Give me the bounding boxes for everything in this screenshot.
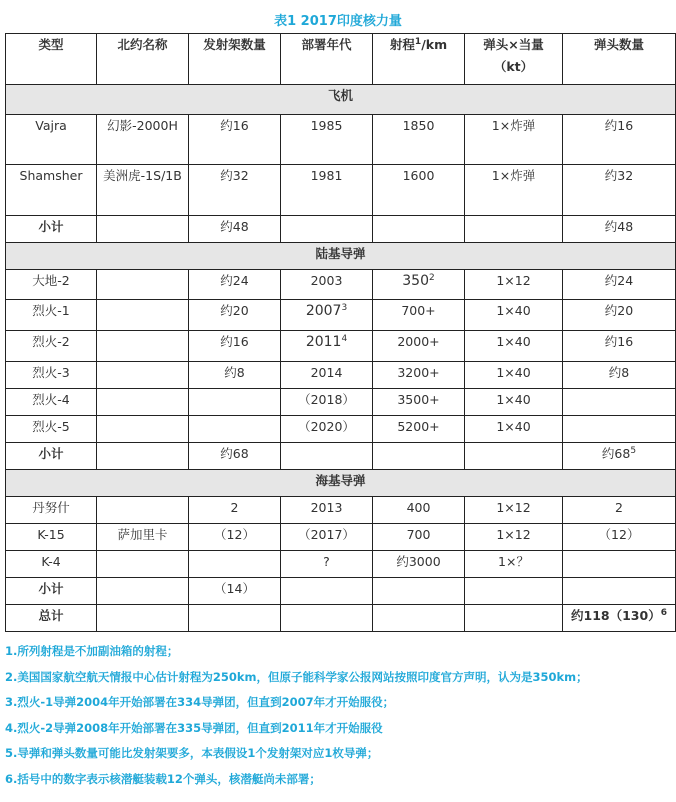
cell-year: （2020）: [281, 416, 373, 443]
cell-range: 5200+: [373, 416, 465, 443]
cell-year: 2003: [281, 270, 373, 300]
table-row: [6, 416, 676, 443]
cell-warheads: （12）: [563, 524, 676, 551]
footnote-5: 5.导弹和弹头数量可能比发射架要多，本表假设1个发射架对应1枚导弹；: [5, 746, 379, 760]
section-row-aircraft: [6, 85, 676, 115]
section-aircraft: 飞机: [6, 85, 676, 115]
header-yield: 弹头×当量（kt）: [465, 34, 563, 85]
cell-year: 2014: [281, 362, 373, 389]
cell-year: [281, 331, 373, 362]
cell-launchers: 约16: [189, 331, 281, 362]
cell-empty: [281, 216, 373, 243]
cell-warheads: 约16: [563, 331, 676, 362]
cell-yield: 1×12: [465, 524, 563, 551]
header-launchers: 发射架数量: [189, 34, 281, 85]
cell-type: K-15: [6, 524, 97, 551]
table-row: [6, 497, 676, 524]
header-type: 类型: [6, 34, 97, 85]
section-land-missiles: 陆基导弹: [6, 243, 676, 270]
footnotes: [5, 640, 673, 793]
cell-empty: [373, 578, 465, 605]
footnote-1: 1.所列射程是不加副油箱的射程；: [5, 644, 179, 658]
cell-launchers: 约24: [189, 270, 281, 300]
cell-nato: [97, 389, 189, 416]
footnote-4: 4.烈火-2导弹2008年开始部署在335导弹团，但直到2011年才开始服役: [5, 720, 383, 735]
table-row: [6, 270, 676, 300]
cell-type: 大地-2: [6, 270, 97, 300]
table-row: [6, 389, 676, 416]
table-title: 表1 2017印度核力量: [274, 14, 402, 29]
cell-year: [281, 300, 373, 331]
table-row: [6, 115, 676, 165]
cell-yield: 1×炸弹: [465, 165, 563, 216]
cell-yield: 1×炸弹: [465, 115, 563, 165]
subtotal-row-sea: [6, 578, 676, 605]
cell-empty: [563, 578, 676, 605]
cell-nato: 美洲虎-1S/1B: [97, 165, 189, 216]
cell-launchers: [189, 389, 281, 416]
cell-range: 400: [373, 497, 465, 524]
cell-launchers: 约16: [189, 115, 281, 165]
cell-nato: 萨加里卡: [97, 524, 189, 551]
cell-yield: 1×40: [465, 416, 563, 443]
cell-type: 丹努什: [6, 497, 97, 524]
cell-empty: [373, 605, 465, 632]
cell-yield: 1×40: [465, 389, 563, 416]
cell-year: 1985: [281, 115, 373, 165]
cell-empty: [465, 216, 563, 243]
cell-year-value: 2007: [305, 303, 342, 319]
cell-range: [373, 270, 465, 300]
cell-year-value: 2011: [305, 334, 342, 350]
cell-nato: [97, 551, 189, 578]
footnote-6: 6.括号中的数字表示核潜艇装载12个弹头，核潜艇尚未部署；: [5, 771, 321, 786]
total-label: 总计: [6, 605, 97, 632]
cell-range: 3200+: [373, 362, 465, 389]
subtotal-launchers: （14）: [189, 578, 281, 605]
cell-yield: 1×40: [465, 362, 563, 389]
total-footnote: 6: [660, 607, 667, 618]
nuclear-forces-table: [5, 33, 676, 632]
cell-empty: [373, 216, 465, 243]
cell-yield: 1×12: [465, 270, 563, 300]
cell-warheads: [563, 389, 676, 416]
subtotal-warheads: [563, 443, 676, 470]
cell-nato: [97, 497, 189, 524]
subtotal-label: 小计: [6, 443, 97, 470]
cell-empty: [281, 578, 373, 605]
header-row: [6, 34, 676, 85]
cell-nato: 幻影-2000H: [97, 115, 189, 165]
cell-launchers: 约20: [189, 300, 281, 331]
cell-range: 700: [373, 524, 465, 551]
cell-launchers: [189, 551, 281, 578]
year-footnote: 4: [341, 333, 348, 344]
cell-warheads: 2: [563, 497, 676, 524]
cell-range: 约3000: [373, 551, 465, 578]
header-range-unit: /km: [421, 37, 448, 52]
cell-year: 2013: [281, 497, 373, 524]
cell-yield: 1×40: [465, 331, 563, 362]
cell-yield: 1×40: [465, 300, 563, 331]
cell-empty: [97, 216, 189, 243]
cell-year: ?: [281, 551, 373, 578]
section-row-land: [6, 243, 676, 270]
cell-warheads: 约8: [563, 362, 676, 389]
cell-type: 烈火-5: [6, 416, 97, 443]
cell-warheads: [563, 551, 676, 578]
cell-yield: 1×12: [465, 497, 563, 524]
cell-range: 700+: [373, 300, 465, 331]
cell-year: 1981: [281, 165, 373, 216]
header-range-label: 射程: [389, 37, 415, 52]
year-footnote: 3: [341, 302, 348, 313]
cell-warheads: 约16: [563, 115, 676, 165]
cell-empty: [97, 605, 189, 632]
header-range: [373, 34, 465, 85]
cell-warheads: 约24: [563, 270, 676, 300]
cell-empty: [465, 578, 563, 605]
subtotal-warheads-value: 约68: [601, 446, 631, 461]
cell-launchers: [189, 416, 281, 443]
cell-empty: [97, 578, 189, 605]
cell-yield: 1×？: [465, 551, 563, 578]
subtotal-row-aircraft: [6, 216, 676, 243]
cell-type: 烈火-2: [6, 331, 97, 362]
cell-type: 烈火-4: [6, 389, 97, 416]
subtotal-row-land: [6, 443, 676, 470]
cell-range: 3500+: [373, 389, 465, 416]
range-footnote: 2: [429, 272, 435, 283]
total-row: [6, 605, 676, 632]
cell-type: 烈火-1: [6, 300, 97, 331]
section-sea-missiles: 海基导弹: [6, 470, 676, 497]
table-row: [6, 551, 676, 578]
cell-nato: [97, 331, 189, 362]
cell-nato: [97, 300, 189, 331]
total-warheads-value: 约118（130）: [571, 608, 661, 623]
cell-launchers: 约32: [189, 165, 281, 216]
cell-nato: [97, 270, 189, 300]
cell-year: （2017）: [281, 524, 373, 551]
footnote-2: 2.美国国家航空航天情报中心估计射程为250km，但原子能科学家公报网站按照印度官方声明，认为是350km；: [5, 669, 588, 684]
header-range-footnote: 1: [414, 36, 422, 47]
cell-type: K-4: [6, 551, 97, 578]
cell-nato: [97, 362, 189, 389]
cell-warheads: [563, 416, 676, 443]
cell-year: （2018）: [281, 389, 373, 416]
cell-type: 烈火-3: [6, 362, 97, 389]
cell-launchers: 约8: [189, 362, 281, 389]
header-deploy-year: 部署年代: [281, 34, 373, 85]
table-row: [6, 524, 676, 551]
cell-range-value: 350: [402, 273, 429, 289]
cell-warheads: 约20: [563, 300, 676, 331]
header-nato-name: 北约名称: [97, 34, 189, 85]
cell-empty: [465, 605, 563, 632]
subtotal-launchers: 约48: [189, 216, 281, 243]
warheads-footnote: 5: [630, 445, 637, 456]
table-row: [6, 300, 676, 331]
cell-empty: [373, 443, 465, 470]
cell-nato: [97, 416, 189, 443]
subtotal-warheads: 约48: [563, 216, 676, 243]
cell-launchers: 2: [189, 497, 281, 524]
cell-range: 1850: [373, 115, 465, 165]
subtotal-label: 小计: [6, 578, 97, 605]
cell-launchers: （12）: [189, 524, 281, 551]
subtotal-label: 小计: [6, 216, 97, 243]
cell-empty: [281, 605, 373, 632]
cell-empty: [465, 443, 563, 470]
cell-warheads: 约32: [563, 165, 676, 216]
cell-empty: [189, 605, 281, 632]
table-row: [6, 362, 676, 389]
cell-empty: [97, 443, 189, 470]
table-row: [6, 331, 676, 362]
cell-type: Vajra: [6, 115, 97, 165]
cell-type: Shamsher: [6, 165, 97, 216]
table-row: [6, 165, 676, 216]
cell-range: 1600: [373, 165, 465, 216]
footnote-3: 3.烈火-1导弹2004年开始部署在334导弹团，但直到2007年才开始服役；: [5, 695, 395, 709]
section-row-sea: [6, 470, 676, 497]
subtotal-launchers: 约68: [189, 443, 281, 470]
header-warheads: 弹头数量: [563, 34, 676, 85]
total-warheads: [563, 605, 676, 632]
cell-empty: [281, 443, 373, 470]
cell-range: 2000+: [373, 331, 465, 362]
